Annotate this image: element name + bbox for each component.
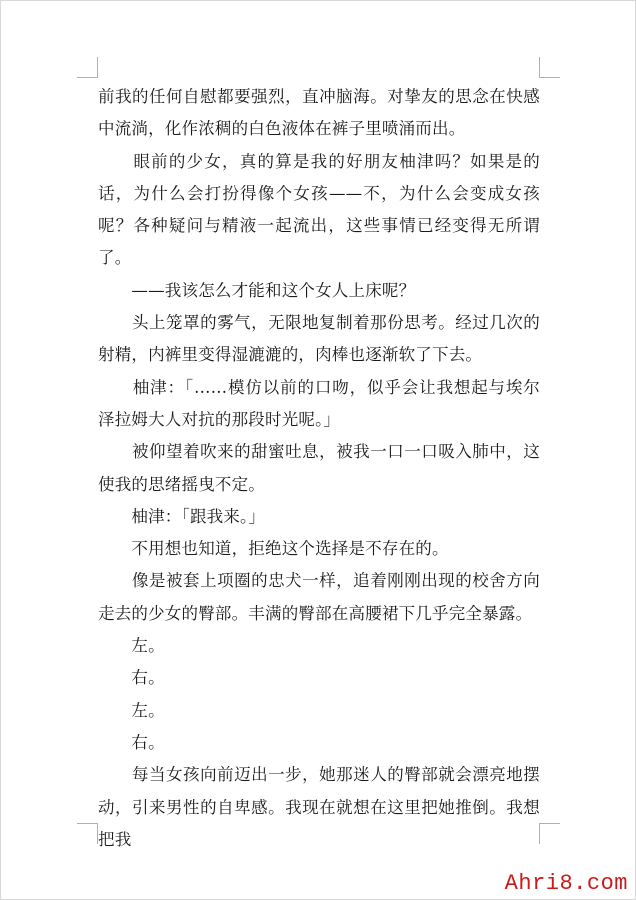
paragraph: 每当女孩向前迈出一步，她那迷人的臀部就会漂亮地摆动，引来男性的自卑感。我现在就想在这里把她推倒。我想把我 [98, 765, 540, 849]
crop-mark-top-right [539, 57, 560, 78]
crop-mark-bottom-right [539, 823, 560, 844]
paragraph: 右。 [98, 668, 165, 688]
paragraph: ——我该怎么才能和这个女人上床呢？ [98, 280, 416, 300]
paragraph: 柚津：「……模仿以前的口吻，似乎会让我想起与埃尔泽拉姆大人对抗的那段时光呢。」 [98, 377, 540, 429]
watermark-text: Ahri8.com [504, 871, 628, 896]
crop-mark-bottom-left [77, 823, 98, 844]
document-body[interactable] [98, 81, 540, 856]
paragraph: 右。 [98, 732, 165, 752]
paragraph: 被仰望着吹来的甜蜜吐息，被我一口一口吸入肺中，这使我的思绪摇曳不定。 [98, 442, 540, 494]
paragraph: 左。 [98, 700, 165, 720]
crop-mark-top-left [77, 57, 98, 78]
paragraph: 像是被套上项圈的忠犬一样，追着刚刚出现的校舍方向走去的少女的臀部。丰满的臀部在高腰裙下几乎完全暴露。 [98, 571, 540, 623]
paragraph: 眼前的少女，真的算是我的好朋友柚津吗？如果是的话，为什么会打扮得像个女孩——不，为什么会变成女孩呢？各种疑问与精液一起流出，这些事情已经变得无所谓了。 [98, 151, 540, 268]
paragraph: 前我的任何自慰都要强烈，直冲脑海。对挚友的思念在快感中流淌，化作浓稠的白色液体在裤子里喷涌而出。 [98, 87, 540, 139]
paragraph: 头上笼罩的雾气，无限地复制着那份思考。经过几次的射精，内裤里变得湿漉漉的，肉棒也逐渐软了下去。 [98, 313, 540, 365]
paragraph: 柚津：「跟我来。」 [98, 506, 266, 526]
paragraph: 不用想也知道，拒绝这个选择是不存在的。 [98, 539, 449, 559]
paragraph: 左。 [98, 636, 165, 656]
